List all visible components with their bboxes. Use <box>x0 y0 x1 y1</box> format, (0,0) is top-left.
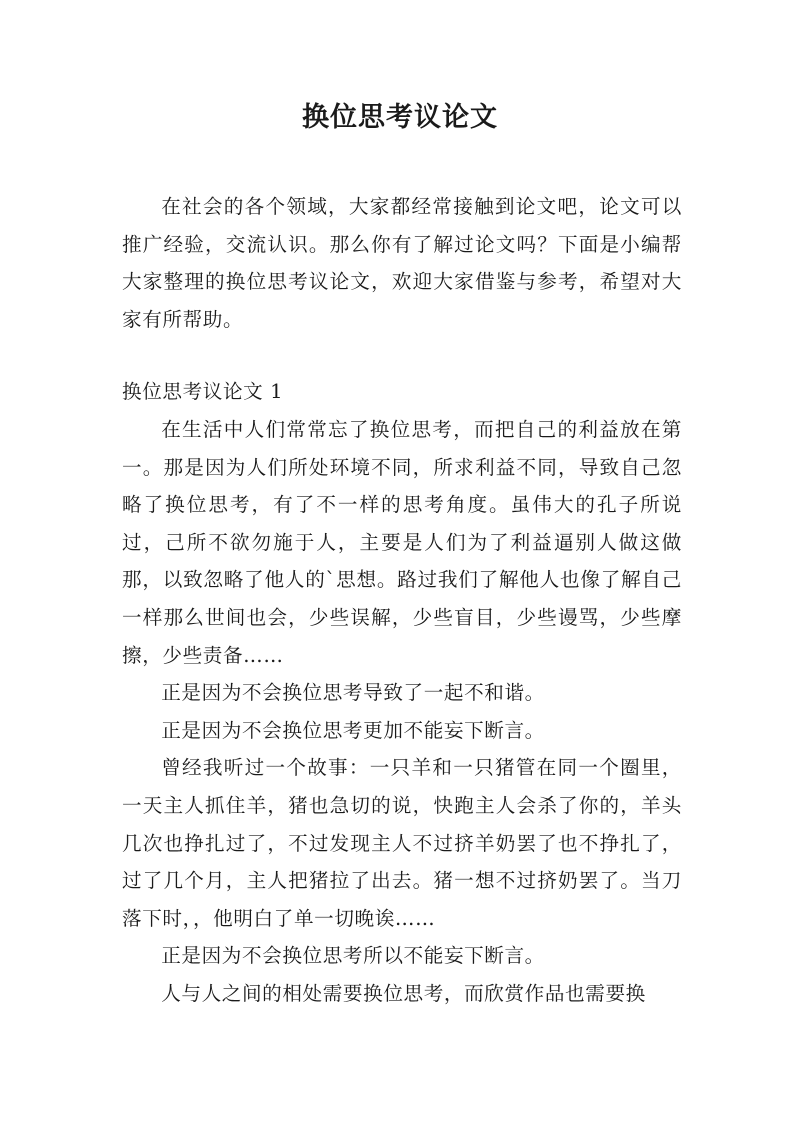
body-paragraph-3: 正是因为不会换位思考更加不能妄下断言。 <box>161 718 545 742</box>
intro-paragraph: 在社会的各个领域，大家都经常接触到论文吧，论文可以推广经验，交流认识。那么你有了解过论文吗？下面是小编帮大家整理的换位思考议论文，欢迎大家借鉴与参考，希望对大家有所帮助。 <box>122 195 682 331</box>
body-paragraph-5: 正是因为不会换位思考所以不能妄下断言。 <box>161 944 545 968</box>
document-title: 换位思考议论文 <box>302 102 498 133</box>
body-paragraph-6: 人与人之间的相处需要换位思考，而欣赏作品也需要换 <box>161 981 646 1005</box>
body-paragraph-4: 曾经我听过一个故事：一只羊和一只猪管在同一个圈里，一天主人抓住羊，猪也急切的说，快跑主人会杀了你的，羊头几次也挣扎过了，不过发现主人不过挤羊奶罢了也不挣扎了，过了几个月，主人把猪拉了出去。猪一想不过挤奶罢了。当刀落下时，，他明白了单一切晚诶…… <box>122 756 682 930</box>
body-paragraph-2: 正是因为不会换位思考导致了一起不和谐。 <box>161 681 545 705</box>
document-body <box>122 188 682 1012</box>
section-heading: 换位思考议论文 1 <box>122 380 284 404</box>
body-paragraph-1: 在生活中人们常常忘了换位思考，而把自己的利益放在第一。那是因为人们所处环境不同，所求利益不同，导致自己忽略了换位思考，有了不一样的思考角度。虽伟大的孔子所说过，己所不欲勿施于人，主要是人们为了利益逼别人做这做那，以致忽略了他人的`思想。路过我们了解他人也像了解自己一样那么世间也会，少些误解，少些盲目，少些谩骂，少些摩擦，少些责备…… <box>122 417 682 667</box>
